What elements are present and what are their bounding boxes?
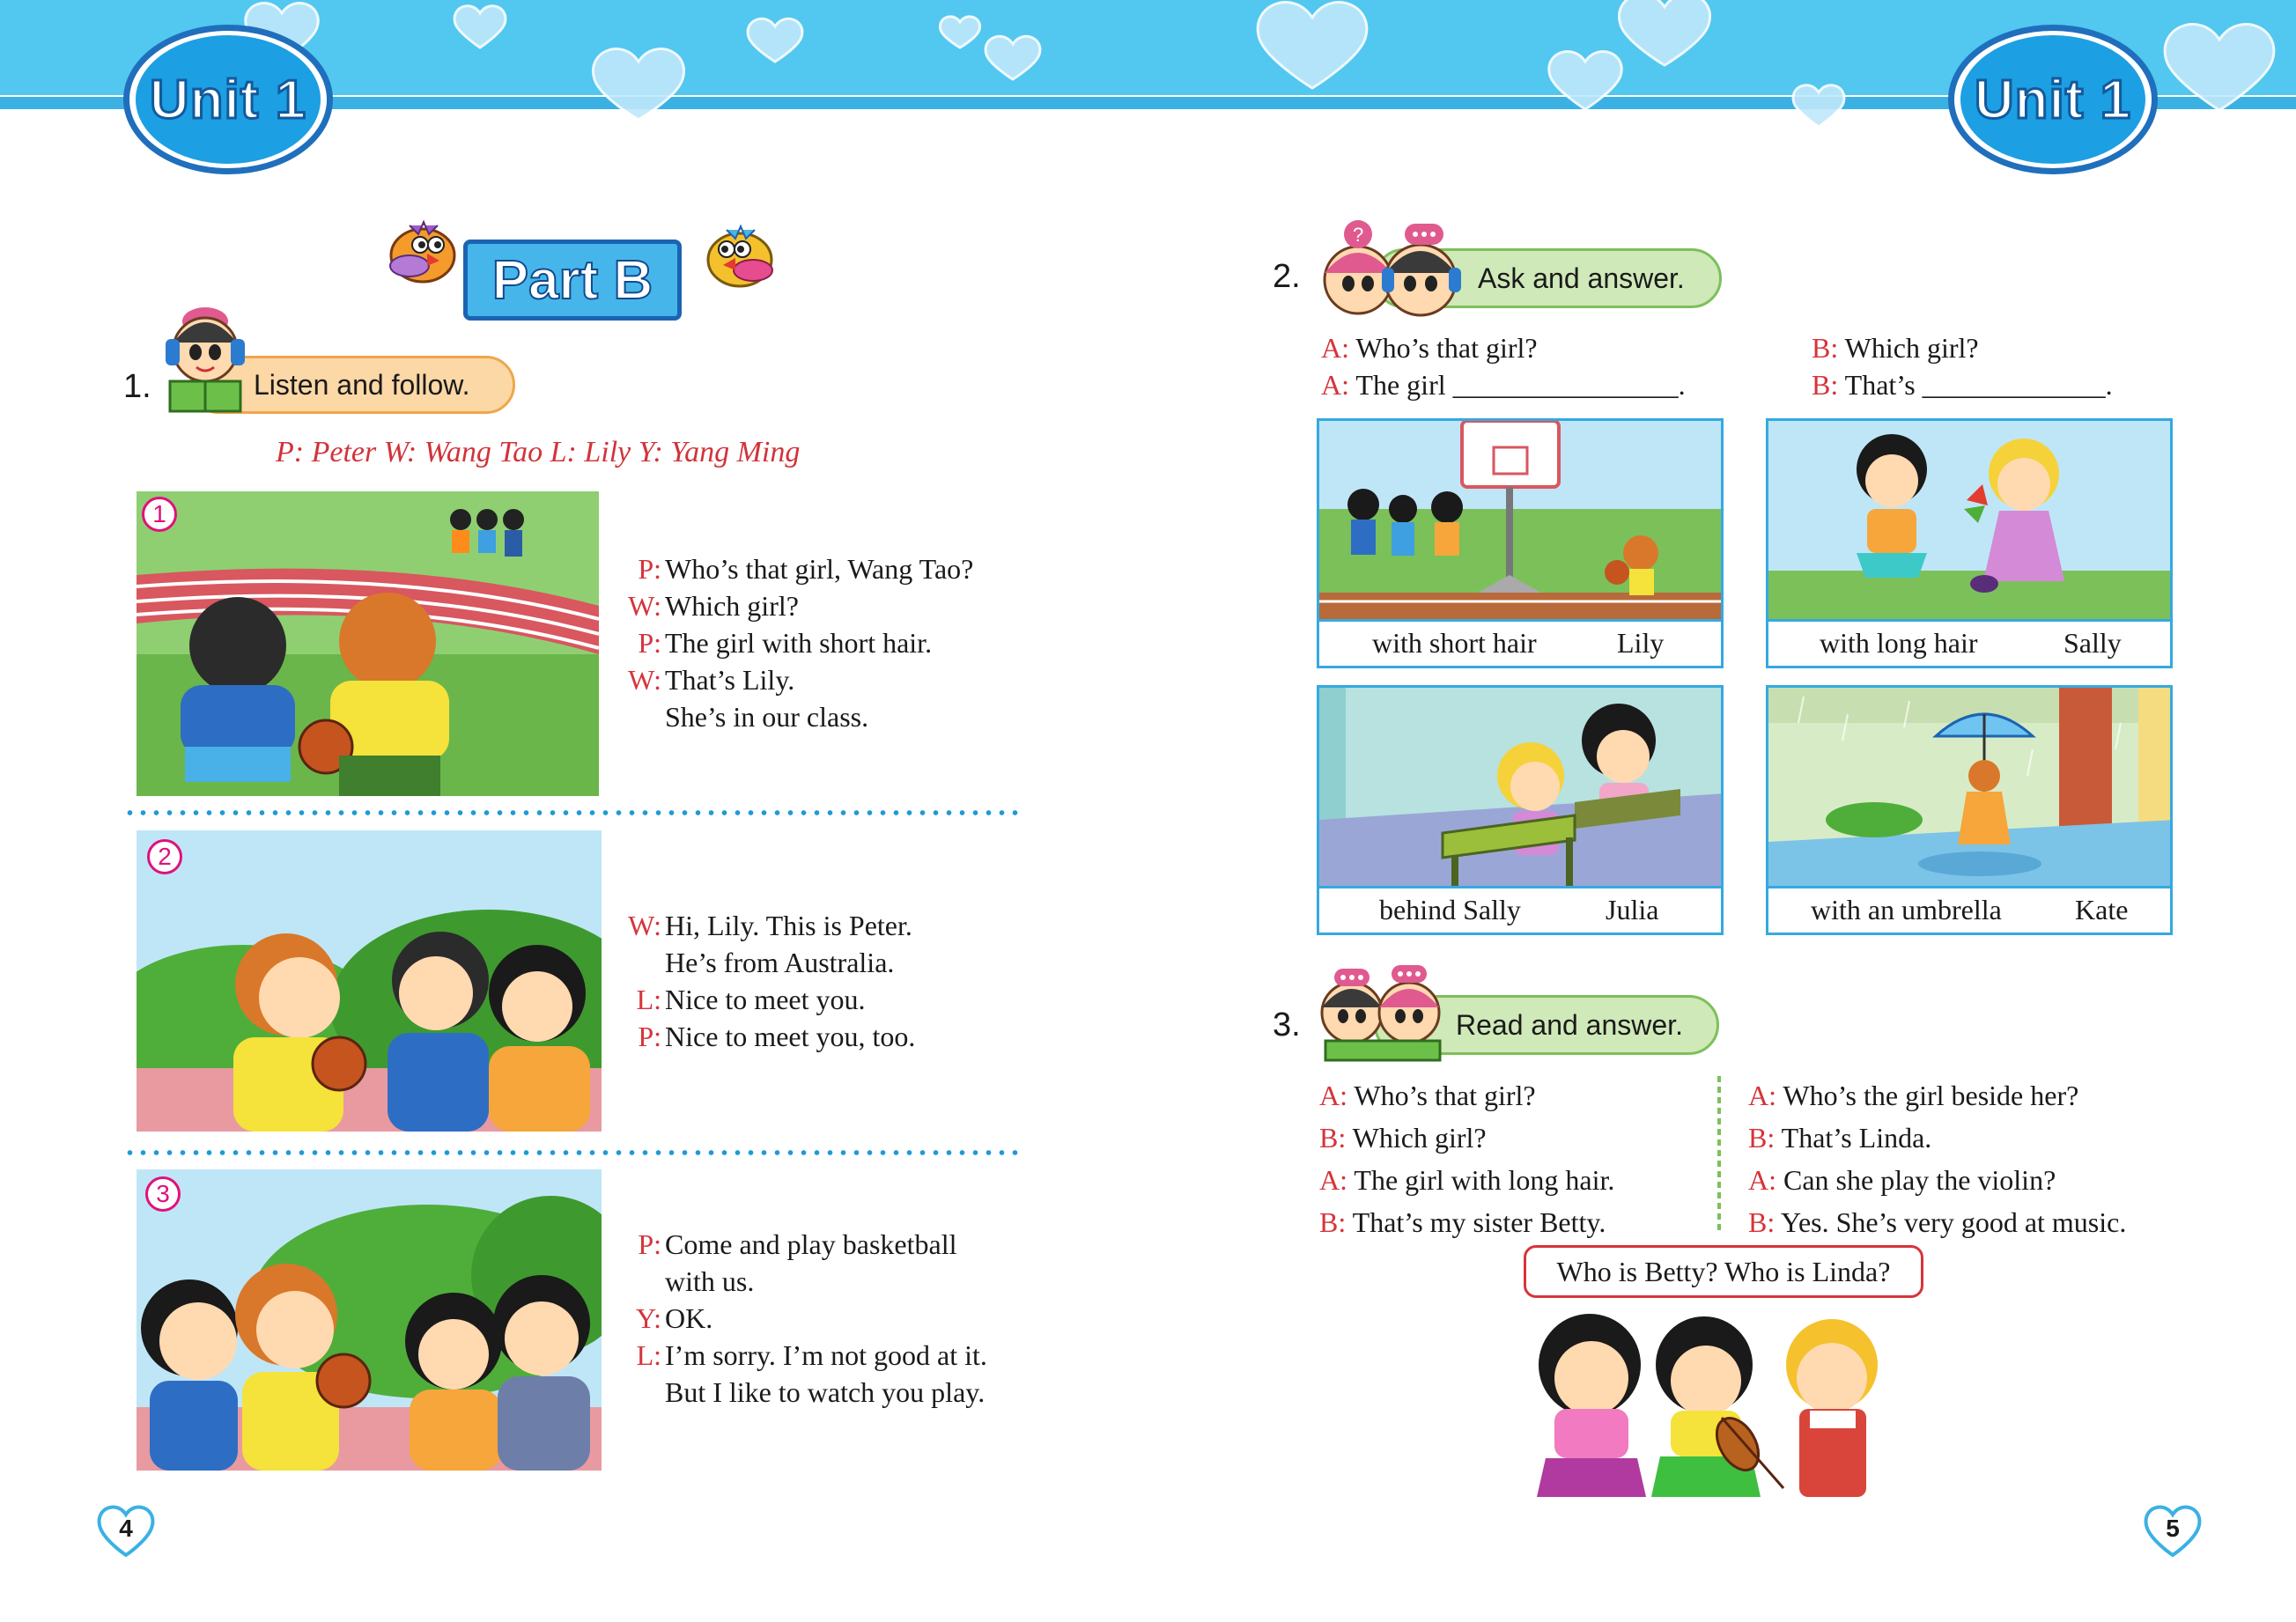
dialogue-line: with us.: [665, 1265, 755, 1297]
card-description: behind Sally: [1379, 894, 1521, 925]
dotted-divider: [123, 810, 1022, 815]
dialogue-line: W: Which girl?: [628, 590, 799, 622]
bird-icon: [691, 216, 788, 295]
card-name: Julia: [1606, 894, 1659, 925]
unit-badge-left: [123, 25, 343, 174]
card-description: with short hair: [1372, 627, 1537, 659]
card-caption: [1768, 886, 2170, 933]
dialogue-line: L: Nice to meet you.: [636, 984, 866, 1015]
task-number: 2.: [1273, 258, 1301, 295]
girls-playing-illustration: [1768, 421, 2170, 622]
card-description: with an umbrella: [1811, 894, 2002, 925]
task-number: 3.: [1273, 1006, 1301, 1043]
unit-label: Unit 1: [149, 69, 307, 130]
picture-card-4: [1766, 685, 2173, 935]
model-line: B: That’s _____________.: [1812, 369, 2113, 401]
dialogue-2: [621, 907, 915, 1055]
page-number-right: 5: [2142, 1502, 2204, 1559]
page-number-left: 4: [95, 1502, 157, 1559]
dialogue-line: A: Who’s that girl?: [1319, 1080, 1536, 1111]
model-line: B: Which girl?: [1812, 332, 1979, 364]
dialogue-line: W: That’s Lily.: [628, 664, 795, 696]
dialogue-line: A: Can she play the violin?: [1748, 1164, 2056, 1196]
card-caption: [1319, 619, 1721, 666]
task-number: 1.: [123, 368, 151, 405]
card-caption: [1319, 886, 1721, 933]
card-caption: [1768, 619, 2170, 666]
scene-marker: 1: [142, 497, 177, 532]
svg-text:?: ?: [1353, 224, 1364, 246]
column-divider: [1717, 1076, 1721, 1235]
character-key: P: Peter W: Wang Tao L: Lily Y: Yang Ming: [276, 436, 801, 468]
dialogue-line: W: Hi, Lily. This is Peter.: [628, 910, 912, 941]
scene-marker: 3: [145, 1176, 181, 1212]
scene-image-3: [137, 1169, 602, 1471]
instruction-text: Ask and answer.: [1478, 262, 1685, 294]
mascots-talking-icon: [1317, 218, 1471, 320]
classroom-illustration: [1319, 688, 1721, 888]
model-line: A: Who’s that girl?: [1321, 332, 1538, 364]
card-name: Sally: [2063, 627, 2122, 659]
dialogue-line: P: Nice to meet you, too.: [638, 1021, 916, 1052]
dialogue-line: B: That’s my sister Betty.: [1319, 1206, 1606, 1238]
model-line: A: The girl ________________.: [1321, 369, 1686, 401]
dotted-divider: [123, 1150, 1022, 1155]
dialogue-line: A: Who’s the girl beside her?: [1748, 1080, 2079, 1111]
dialogue-line: She’s in our class.: [665, 701, 869, 733]
unit-label: Unit 1: [1974, 69, 2132, 130]
picture-card-3: [1317, 685, 1724, 935]
dialogue-line: P: The girl with short hair.: [638, 627, 933, 659]
reading-right-column: [1748, 1074, 2126, 1243]
dialogue-line: Y: OK.: [635, 1302, 713, 1334]
dialogue-line: He’s from Australia.: [665, 947, 895, 978]
instruction-text: Read and answer.: [1456, 1008, 1683, 1041]
meeting-scene-illustration: [137, 830, 602, 1132]
basketball-court-illustration: [1319, 421, 1721, 622]
mascot-reading-icon: [157, 304, 254, 418]
card-name: Kate: [2075, 894, 2129, 925]
scene-image-1: [137, 491, 599, 796]
dialogue-line: B: That’s Linda.: [1748, 1122, 1932, 1154]
scene-image-2: [137, 830, 602, 1132]
basketball-invite-illustration: [137, 1169, 602, 1471]
card-description: with long hair: [1820, 627, 1978, 659]
picture-card-2: [1766, 418, 2173, 668]
reading-left-column: [1319, 1074, 1614, 1243]
rain-umbrella-illustration: [1768, 688, 2170, 888]
three-girls-illustration: [1519, 1312, 1924, 1497]
scene-marker: 2: [147, 839, 182, 874]
question-box: Who is Betty? Who is Linda?: [1524, 1245, 1923, 1298]
mascots-reading-icon: [1317, 962, 1449, 1063]
track-scene-illustration: [137, 491, 599, 796]
dialogue-line: A: The girl with long hair.: [1319, 1164, 1615, 1196]
dialogue-line: B: Which girl?: [1319, 1122, 1487, 1154]
instruction-text: Listen and follow.: [254, 368, 470, 401]
dialogue-1: [621, 550, 973, 735]
dialogue-line: P: Come and play basketball: [638, 1228, 957, 1260]
dialogue-line: L: I’m sorry. I’m not good at it.: [636, 1339, 987, 1371]
bird-icon: [374, 211, 471, 291]
picture-card-1: [1317, 418, 1724, 668]
card-name: Lily: [1617, 627, 1665, 659]
dialogue-line: P: Who’s that girl, Wang Tao?: [638, 553, 974, 585]
unit-badge-right: [1948, 25, 2168, 174]
dialogue-line: But I like to watch you play.: [665, 1376, 986, 1408]
part-title: Part B: [463, 240, 682, 321]
dialogue-3: [621, 1226, 987, 1411]
dialogue-line: B: Yes. She’s very good at music.: [1748, 1206, 2127, 1238]
